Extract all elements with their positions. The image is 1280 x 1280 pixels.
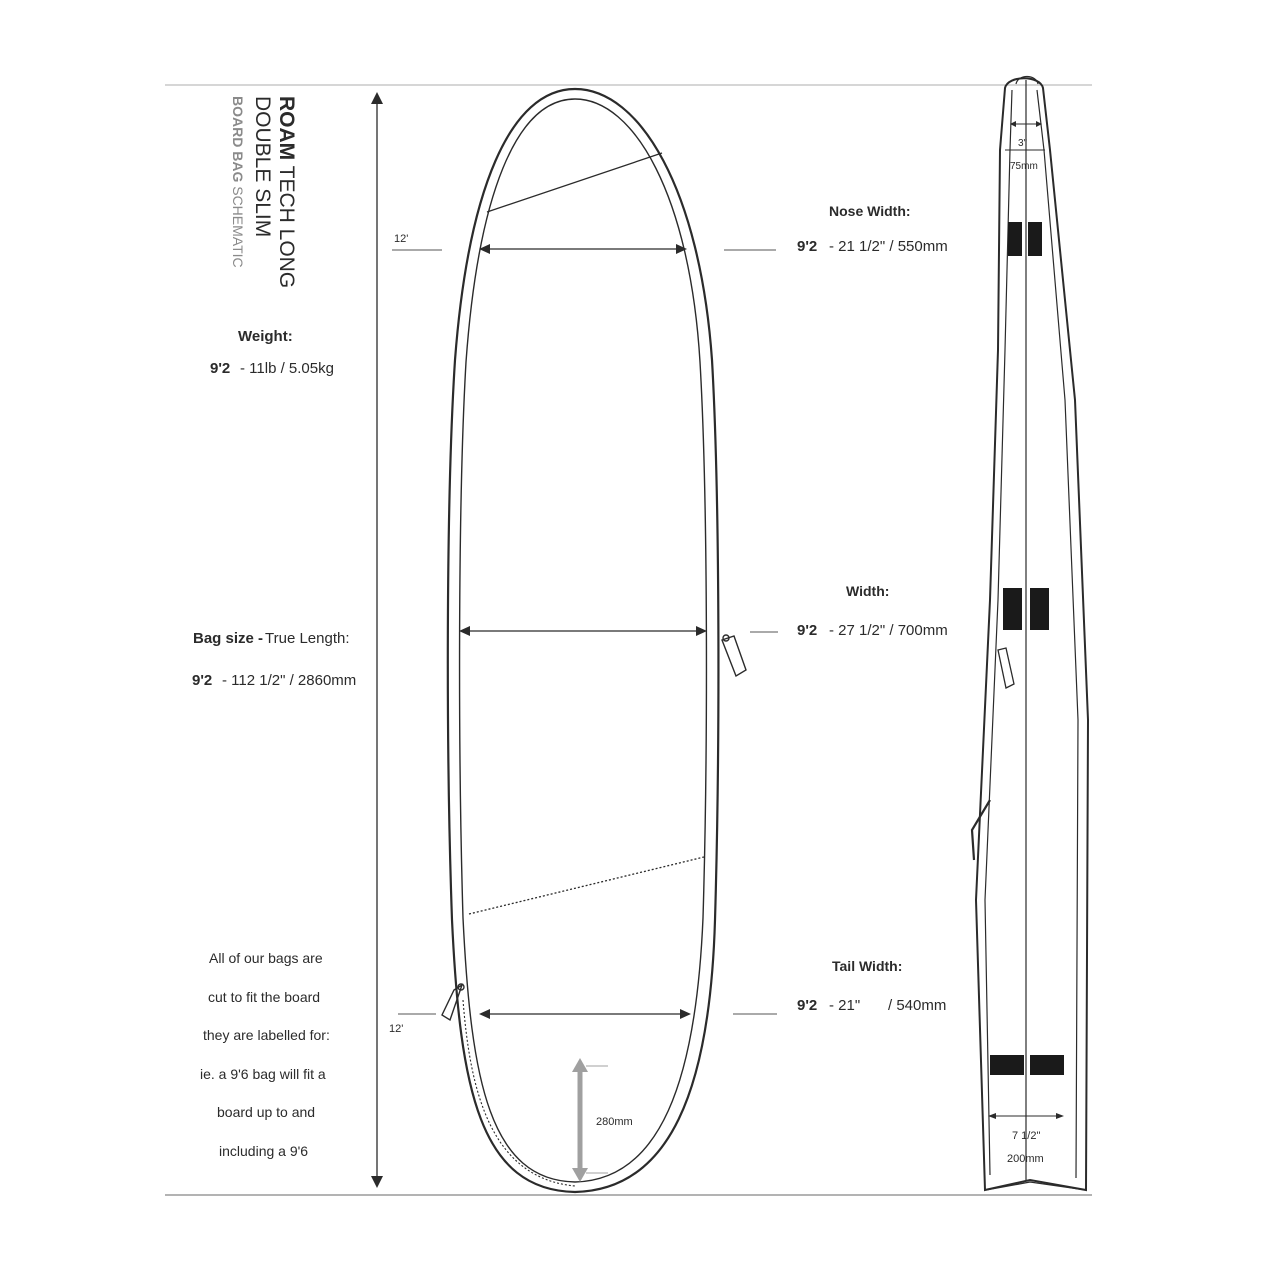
- bag-size-label: Bag size -: [193, 630, 264, 647]
- weight-value: - 11lb / 5.05kg: [240, 360, 334, 377]
- tail-offset-label: 12': [389, 1023, 404, 1035]
- title-line3-bold: BOARD BAG: [230, 96, 246, 183]
- nose-width-arrow: [479, 244, 687, 254]
- zipper-pull-left: [442, 984, 464, 1020]
- tail-width-size: 9'2: [797, 997, 818, 1014]
- fit-note-line: including a 9'6: [219, 1143, 309, 1159]
- bag-size-size: 9'2: [192, 672, 213, 689]
- fit-note-line: board up to and: [217, 1104, 316, 1120]
- side-view-straps: [990, 222, 1064, 1075]
- zipper-pull-right: [722, 635, 746, 676]
- leader-lines: [392, 250, 778, 1014]
- title-line2: DOUBLE SLIM: [251, 96, 274, 238]
- weight-size: 9'2: [210, 360, 231, 377]
- title-line1: TECH LONG: [275, 165, 298, 289]
- width-value: - 27 1/2" / 700mm: [829, 622, 948, 639]
- nose-width-size: 9'2: [797, 238, 818, 255]
- fit-note-line: cut to fit the board: [208, 989, 321, 1005]
- length-arrow: [371, 92, 383, 1188]
- nose-width-value: - 21 1/2" / 550mm: [829, 238, 948, 255]
- width-size: 9'2: [797, 622, 818, 639]
- tail-width-label: Tail Width:: [832, 958, 903, 974]
- fit-note-line: All of our bags are: [209, 950, 323, 966]
- tail-width-value: - 21": [829, 997, 861, 1014]
- nose-offset-label: 12': [394, 233, 409, 245]
- bag-top-view: [448, 89, 719, 1192]
- side-top-mm: 75mm: [1010, 161, 1038, 172]
- side-bottom-inches: 7 1/2": [1012, 1130, 1041, 1142]
- tail-drop-label: 280mm: [596, 1116, 633, 1128]
- side-top-inches: 3": [1018, 138, 1028, 149]
- width-label: Width:: [846, 583, 890, 599]
- side-zipper-pull: [998, 648, 1014, 688]
- weight-label: Weight:: [238, 328, 293, 345]
- true-length-label: True Length:: [265, 630, 350, 647]
- width-arrow: [459, 626, 707, 636]
- brand-name: ROAM: [275, 96, 298, 161]
- title-line3: SCHEMATIC: [230, 186, 246, 268]
- fit-note-line: they are labelled for:: [203, 1027, 330, 1043]
- tail-width-mm: / 540mm: [888, 997, 947, 1014]
- fit-note-line: ie. a 9'6 bag will fit a: [200, 1066, 326, 1082]
- title-block: [218, 96, 298, 289]
- tail-width-arrow: [479, 1009, 691, 1019]
- bag-size-value: - 112 1/2" / 2860mm: [222, 672, 357, 689]
- nose-width-label: Nose Width:: [829, 203, 911, 219]
- side-bottom-mm: 200mm: [1007, 1153, 1044, 1165]
